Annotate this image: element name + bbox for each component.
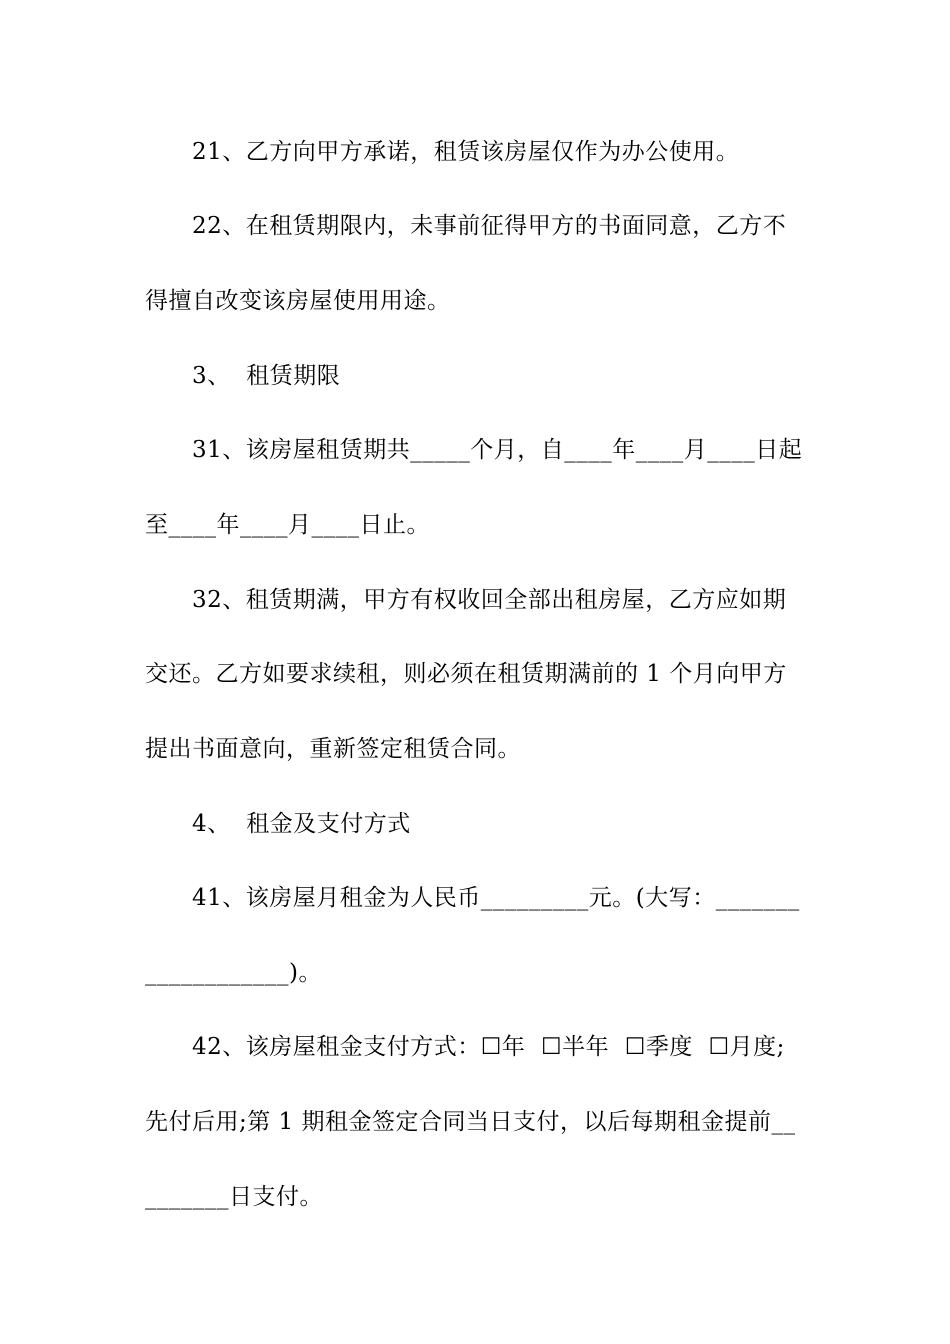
clause-42-line-2: 先付后用;第 1 期租金签定合同当日支付，以后每期租金提前__ <box>145 1109 796 1135</box>
clause-42-line-1: 42、该房屋租金支付方式：☐年 ☐半年 ☐季度 ☐月度; <box>192 1034 785 1060</box>
clause-31-line-2: 至____年____月____日止。 <box>145 512 430 538</box>
clause-32-line-1: 32、租赁期满，甲方有权收回全部出租房屋，乙方应如期 <box>192 587 787 613</box>
clause-21: 21、乙方向甲方承诺，租赁该房屋仅作为办公使用。 <box>192 139 740 165</box>
clause-22-line-1: 22、在租赁期限内，未事前征得甲方的书面同意，乙方不 <box>192 213 787 239</box>
section-3-heading: 3、 租赁期限 <box>192 363 341 389</box>
section-4-heading: 4、 租金及支付方式 <box>192 811 411 837</box>
clause-31-line-1: 31、该房屋租赁期共_____个月，自____年____月____日起 <box>192 437 803 463</box>
clause-32-line-3: 提出书面意向，重新签定租赁合同。 <box>145 736 521 762</box>
clause-41-line-2: ____________)。 <box>145 960 322 986</box>
clause-41-line-1: 41、该房屋月租金为人民币_________元。(大写：_______ <box>192 885 800 911</box>
clause-22-line-2: 得擅自改变该房屋使用用途。 <box>145 288 451 314</box>
clause-32-line-2: 交还。乙方如要求续租，则必须在租赁期满前的 1 个月向甲方 <box>145 661 787 687</box>
clause-42-line-3: _______日支付。 <box>145 1184 323 1210</box>
